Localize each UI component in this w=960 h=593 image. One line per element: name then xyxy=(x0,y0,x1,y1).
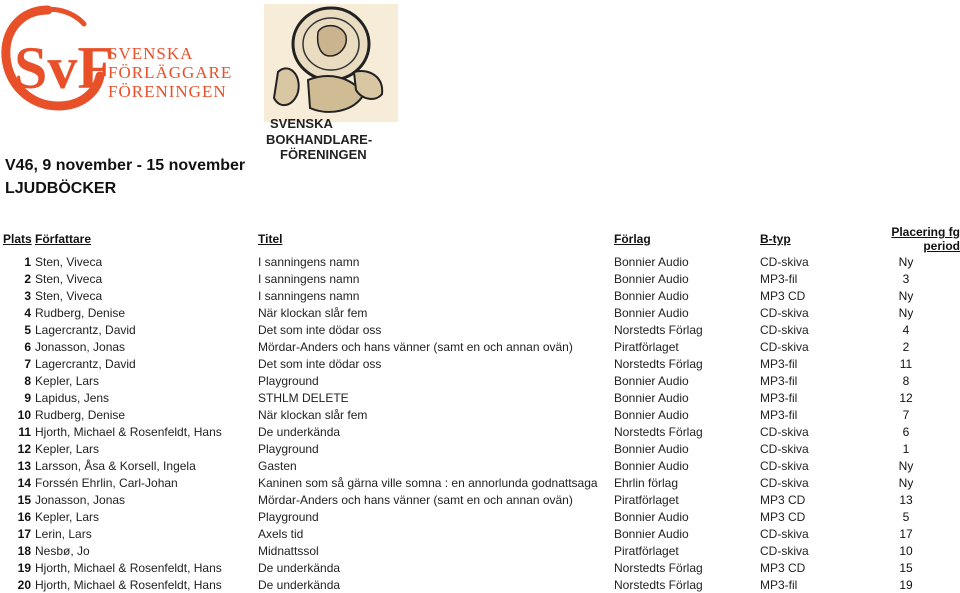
cell-forlag: Piratförlaget xyxy=(614,492,679,507)
sbf-line1: SVENSKA xyxy=(270,116,333,131)
week-heading: V46, 9 november - 15 november xyxy=(5,157,246,174)
cell-titel: När klockan slår fem xyxy=(258,305,368,320)
header-plats: Plats xyxy=(3,232,32,246)
svf-line3: FÖRENINGEN xyxy=(108,82,227,101)
cell-forfattare: Lerin, Lars xyxy=(35,526,92,541)
cell-forlag: Ehrlin förlag xyxy=(614,475,679,490)
table-row xyxy=(3,474,960,491)
sbf-logo-graphic xyxy=(258,2,404,162)
cell-titel: Det som inte dödar oss xyxy=(258,356,382,371)
cell-forlag: Bonnier Audio xyxy=(614,526,689,541)
cell-titel: Gasten xyxy=(258,458,297,473)
cell-btyp: MP3 CD xyxy=(760,560,806,575)
cell-plats: 9 xyxy=(24,390,31,405)
cell-btyp: CD-skiva xyxy=(760,322,809,337)
cell-forlag: Norstedts Förlag xyxy=(614,577,703,592)
cell-placering: 12 xyxy=(899,390,913,405)
cell-btyp: CD-skiva xyxy=(760,424,809,439)
cell-plats: 7 xyxy=(24,356,31,371)
cell-placering: 4 xyxy=(902,322,910,337)
cell-btyp: CD-skiva xyxy=(760,339,809,354)
bestseller-table xyxy=(3,225,960,593)
cell-forlag: Bonnier Audio xyxy=(614,373,689,388)
table-row xyxy=(3,406,960,423)
cell-forfattare: Nesbø, Jo xyxy=(35,543,90,558)
header-btyp: B-typ xyxy=(760,232,791,246)
cell-btyp: CD-skiva xyxy=(760,305,809,320)
table-row xyxy=(3,304,960,321)
cell-placering: 1 xyxy=(902,441,910,456)
cell-placering: 15 xyxy=(899,560,913,575)
cell-forfattare: Sten, Viveca xyxy=(35,254,103,269)
cell-forlag: Bonnier Audio xyxy=(614,509,689,524)
cell-forlag: Bonnier Audio xyxy=(614,441,689,456)
header-forfattare: Författare xyxy=(35,232,92,246)
cell-titel: Kaninen som så gärna ville somna : en annorlunda godnattsaga xyxy=(258,475,598,490)
cell-titel: Mördar-Anders och hans vänner (samt en och annan ovän) xyxy=(258,492,573,507)
table-row xyxy=(3,270,960,287)
cell-forlag: Bonnier Audio xyxy=(614,390,689,405)
table-row xyxy=(3,355,960,372)
cell-plats: 16 xyxy=(17,509,31,524)
cell-placering: Ny xyxy=(898,305,914,320)
cell-forlag: Norstedts Förlag xyxy=(614,322,703,337)
sbf-line2: BOKHANDLARE- xyxy=(266,132,373,147)
header-placering: Placering fg period xyxy=(891,225,960,253)
table-row xyxy=(3,321,960,338)
cell-titel: När klockan slår fem xyxy=(258,407,368,422)
svf-logo xyxy=(0,2,240,112)
cell-forfattare: Rudberg, Denise xyxy=(35,305,126,320)
cell-forlag: Bonnier Audio xyxy=(614,305,689,320)
cell-btyp: MP3-fil xyxy=(760,407,798,422)
cell-forlag: Norstedts Förlag xyxy=(614,424,703,439)
cell-placering: 2 xyxy=(902,339,910,354)
cell-titel: STHLM DELETE xyxy=(258,390,349,405)
cell-btyp: CD-skiva xyxy=(760,526,809,541)
cell-plats: 11 xyxy=(18,424,31,439)
cell-titel: Mördar-Anders och hans vänner (samt en och annan ovän) xyxy=(258,339,573,354)
svf-logo-graphic xyxy=(0,2,240,112)
cell-btyp: MP3 CD xyxy=(760,288,806,303)
table-row xyxy=(3,389,960,406)
cell-plats: 20 xyxy=(17,577,31,592)
cell-titel: Playground xyxy=(258,373,319,388)
cell-forlag: Norstedts Förlag xyxy=(614,560,703,575)
cell-placering: 17 xyxy=(899,526,913,541)
cell-forfattare: Kepler, Lars xyxy=(35,509,100,524)
table-row xyxy=(3,287,960,304)
cell-placering: Ny xyxy=(898,254,914,269)
table-row xyxy=(3,559,960,576)
cell-placering: 6 xyxy=(902,424,910,439)
cell-titel: De underkända xyxy=(258,424,341,439)
cell-forfattare: Rudberg, Denise xyxy=(35,407,126,422)
cell-forfattare: Jonasson, Jonas xyxy=(35,339,126,354)
cell-forlag: Bonnier Audio xyxy=(614,254,689,269)
cell-titel: De underkända xyxy=(258,560,341,575)
cell-plats: 10 xyxy=(17,407,31,422)
cell-plats: 1 xyxy=(24,254,31,269)
header-forlag: Förlag xyxy=(614,232,651,246)
cell-plats: 18 xyxy=(17,543,31,558)
cell-btyp: CD-skiva xyxy=(760,543,809,558)
cell-btyp: MP3-fil xyxy=(760,356,798,371)
cell-forlag: Bonnier Audio xyxy=(614,288,689,303)
cell-plats: 8 xyxy=(24,373,31,388)
cell-plats: 3 xyxy=(24,288,31,303)
svf-mark: SvF xyxy=(14,35,115,101)
cell-plats: 14 xyxy=(17,475,31,490)
table-row xyxy=(3,372,960,389)
cell-forlag: Norstedts Förlag xyxy=(614,356,703,371)
cell-plats: 4 xyxy=(24,305,31,320)
svf-line1: SVENSKA xyxy=(108,44,194,63)
table-row xyxy=(3,338,960,355)
cell-forlag: Bonnier Audio xyxy=(614,271,689,286)
cell-plats: 12 xyxy=(17,441,31,456)
cell-btyp: MP3 CD xyxy=(760,509,806,524)
cell-titel: Axels tid xyxy=(258,526,304,541)
cell-titel: Playground xyxy=(258,441,319,456)
cell-plats: 15 xyxy=(17,492,31,507)
cell-btyp: MP3 CD xyxy=(760,492,806,507)
cell-btyp: MP3-fil xyxy=(760,271,798,286)
svf-line2: FÖRLÄGGARE xyxy=(108,63,233,82)
cell-titel: I sanningens namn xyxy=(258,254,360,269)
cell-placering: 5 xyxy=(902,509,910,524)
cell-placering: 13 xyxy=(899,492,913,507)
cell-forlag: Bonnier Audio xyxy=(614,458,689,473)
table-row xyxy=(3,423,960,440)
cell-forfattare: Larsson, Åsa & Korsell, Ingela xyxy=(35,458,196,473)
cell-forlag: Piratförlaget xyxy=(614,339,679,354)
cell-titel: Midnattssol xyxy=(258,543,319,558)
cell-forfattare: Jonasson, Jonas xyxy=(35,492,126,507)
cell-placering: 11 xyxy=(899,356,913,371)
cell-forfattare: Sten, Viveca xyxy=(35,288,103,303)
cell-btyp: CD-skiva xyxy=(760,475,809,490)
cell-titel: Det som inte dödar oss xyxy=(258,322,382,337)
table-row xyxy=(3,440,960,457)
cell-btyp: CD-skiva xyxy=(760,254,809,269)
category-heading: LJUDBÖCKER xyxy=(5,180,117,197)
cell-forfattare: Kepler, Lars xyxy=(35,373,100,388)
table-row xyxy=(3,542,960,559)
cell-forfattare: Kepler, Lars xyxy=(35,441,100,456)
sbf-logo xyxy=(258,2,404,162)
table-row xyxy=(3,253,960,270)
cell-plats: 6 xyxy=(24,339,31,354)
cell-forlag: Bonnier Audio xyxy=(614,407,689,422)
cell-forlag: Piratförlaget xyxy=(614,543,679,558)
cell-placering: 3 xyxy=(902,271,910,286)
cell-forfattare: Hjorth, Michael & Rosenfeldt, Hans xyxy=(35,577,222,592)
cell-forfattare: Forssén Ehrlin, Carl-Johan xyxy=(35,475,178,490)
cell-titel: I sanningens namn xyxy=(258,288,360,303)
cell-placering: 19 xyxy=(899,577,913,592)
cell-placering: Ny xyxy=(898,288,914,303)
cell-btyp: CD-skiva xyxy=(760,458,809,473)
cell-btyp: MP3-fil xyxy=(760,373,798,388)
cell-forfattare: Hjorth, Michael & Rosenfeldt, Hans xyxy=(35,560,222,575)
table-row xyxy=(3,457,960,474)
cell-forfattare: Lagercrantz, David xyxy=(35,356,136,371)
cell-forfattare: Lagercrantz, David xyxy=(35,322,136,337)
table-header-row xyxy=(3,225,960,253)
table-row xyxy=(3,525,960,542)
cell-placering: 7 xyxy=(902,407,910,422)
cell-placering: 8 xyxy=(902,373,910,388)
cell-forfattare: Sten, Viveca xyxy=(35,271,103,286)
table-row xyxy=(3,508,960,525)
table-row xyxy=(3,491,960,508)
cell-placering: 10 xyxy=(899,543,913,558)
cell-btyp: MP3-fil xyxy=(760,577,798,592)
cell-forfattare: Lapidus, Jens xyxy=(35,390,110,405)
cell-plats: 2 xyxy=(24,271,31,286)
cell-btyp: MP3-fil xyxy=(760,390,798,405)
cell-placering: Ny xyxy=(898,475,914,490)
sbf-line3: FÖRENINGEN xyxy=(280,147,367,162)
cell-titel: I sanningens namn xyxy=(258,271,360,286)
cell-btyp: CD-skiva xyxy=(760,441,809,456)
cell-plats: 13 xyxy=(17,458,31,473)
cell-placering: Ny xyxy=(898,458,914,473)
cell-titel: Playground xyxy=(258,509,319,524)
table-body xyxy=(3,253,960,593)
cell-plats: 17 xyxy=(17,526,31,541)
cell-plats: 19 xyxy=(17,560,31,575)
cell-titel: De underkända xyxy=(258,577,341,592)
cell-plats: 5 xyxy=(24,322,31,337)
cell-forfattare: Hjorth, Michael & Rosenfeldt, Hans xyxy=(35,424,222,439)
header-titel: Titel xyxy=(258,232,283,246)
